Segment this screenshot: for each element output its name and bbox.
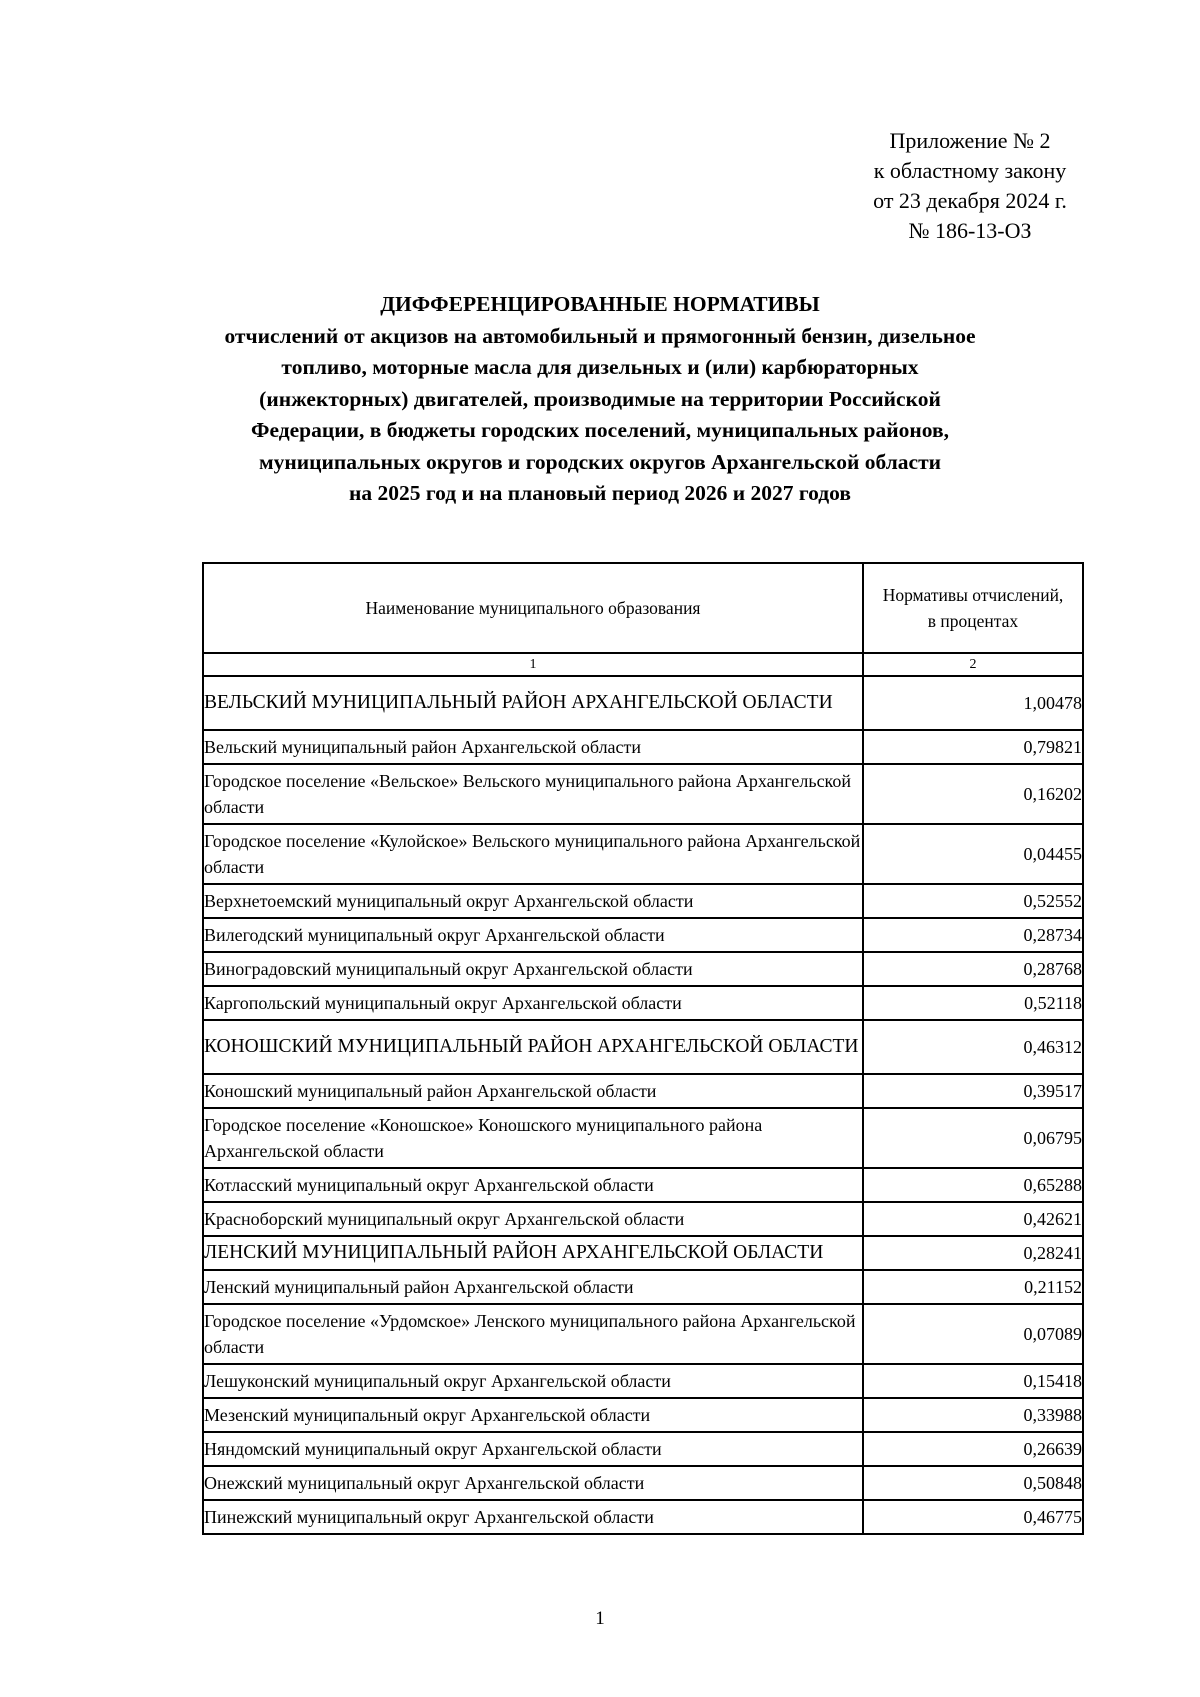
norm-value: 0,39517 (863, 1074, 1083, 1108)
table-row (203, 1270, 1083, 1304)
title-line: на 2025 год и на плановый период 2026 и 2027 годов (349, 481, 851, 505)
norm-value: 0,33988 (863, 1398, 1083, 1432)
norm-value: 0,52118 (863, 986, 1083, 1020)
norm-value: 0,04455 (863, 824, 1083, 884)
norm-value: 0,28768 (863, 952, 1083, 986)
column-number-row (203, 653, 1083, 676)
table-row (203, 1020, 1083, 1074)
municipality-name: КОНОШСКИЙ МУНИЦИПАЛЬНЫЙ РАЙОН АРХАНГЕЛЬСКОЙ ОБЛАСТИ (203, 1020, 863, 1074)
norm-value: 0,26639 (863, 1432, 1083, 1466)
header-name-column: Наименование муниципального образования (203, 563, 863, 653)
table-row (203, 1304, 1083, 1364)
municipality-name: Ленский муниципальный район Архангельской области (203, 1270, 863, 1304)
municipality-name: Вилегодский муниципальный округ Архангельской области (203, 918, 863, 952)
norm-value: 0,28734 (863, 918, 1083, 952)
annex-law-number: № 186-13-ОЗ (908, 218, 1032, 243)
municipality-name: Красноборский муниципальный округ Архангельской области (203, 1202, 863, 1236)
document-title (150, 289, 1050, 510)
norm-value: 0,65288 (863, 1168, 1083, 1202)
header-value-column (863, 563, 1083, 653)
municipality-name: Пинежский муниципальный округ Архангельской области (203, 1500, 863, 1534)
table-row (203, 1398, 1083, 1432)
municipality-name: ВЕЛЬСКИЙ МУНИЦИПАЛЬНЫЙ РАЙОН АРХАНГЕЛЬСКОЙ ОБЛАСТИ (203, 676, 863, 730)
title-line: (инжекторных) двигателей, производимые на территории Российской (259, 386, 941, 411)
municipality-name: Онежский муниципальный округ Архангельской области (203, 1466, 863, 1500)
title-line: ДИФФЕРЕНЦИРОВАННЫЕ НОРМАТИВЫ (380, 292, 820, 316)
table-row (203, 1108, 1083, 1168)
annex-date: от 23 декабря 2024 г. (873, 188, 1067, 213)
municipality-name: Няндомский муниципальный округ Архангельской области (203, 1432, 863, 1466)
norm-value: 0,42621 (863, 1202, 1083, 1236)
norm-value: 0,07089 (863, 1304, 1083, 1364)
norm-value: 0,79821 (863, 730, 1083, 764)
title-line: Федерации, в бюджеты городских поселений, муниципальных районов, (251, 418, 949, 442)
table-row (203, 884, 1083, 918)
annex-law-ref: к областному закону (873, 158, 1067, 183)
norm-value: 0,15418 (863, 1364, 1083, 1398)
table-row (203, 824, 1083, 884)
table-row (203, 918, 1083, 952)
table-row (203, 1432, 1083, 1466)
norm-value: 0,46312 (863, 1020, 1083, 1074)
municipality-name: ЛЕНСКИЙ МУНИЦИПАЛЬНЫЙ РАЙОН АРХАНГЕЛЬСКОЙ ОБЛАСТИ (203, 1236, 863, 1270)
title-line: муниципальных округов и городских округов Архангельской области (258, 449, 942, 474)
column-number: 2 (863, 653, 1083, 676)
municipality-name: Лешуконский муниципальный округ Архангельской области (203, 1364, 863, 1398)
municipality-name: Городское поселение «Коношское» Коношского муниципального района Архангельской области (203, 1108, 863, 1168)
table-row (203, 1466, 1083, 1500)
table-row (203, 1364, 1083, 1398)
table-row (203, 730, 1083, 764)
norm-value: 0,16202 (863, 764, 1083, 824)
norm-value: 0,50848 (863, 1466, 1083, 1500)
municipality-name: Вельский муниципальный район Архангельской области (203, 730, 863, 764)
table-row (203, 1500, 1083, 1534)
title-line: топливо, моторные масла для дизельных и (или) карбюраторных (281, 355, 919, 379)
table-row (203, 764, 1083, 824)
annex-title: Приложение № 2 (889, 128, 1051, 153)
municipality-name: Мезенский муниципальный округ Архангельской области (203, 1398, 863, 1432)
municipality-name: Каргопольский муниципальный округ Архангельской области (203, 986, 863, 1020)
table-header-row (203, 563, 1083, 653)
municipality-name: Городское поселение «Кулойское» Вельского муниципального района Архангельской области (203, 824, 863, 884)
norm-value: 0,46775 (863, 1500, 1083, 1534)
norm-value: 1,00478 (863, 676, 1083, 730)
page-number: 1 (595, 1608, 605, 1629)
table-row (203, 952, 1083, 986)
norms-table (202, 562, 1084, 1535)
norm-value: 0,21152 (863, 1270, 1083, 1304)
header-value-line: Нормативы отчислений, (882, 585, 1064, 605)
annex-block (820, 126, 1120, 246)
column-number: 1 (203, 653, 863, 676)
table-row (203, 1074, 1083, 1108)
norm-value: 0,06795 (863, 1108, 1083, 1168)
municipality-name: Коношский муниципальный район Архангельской области (203, 1074, 863, 1108)
municipality-name: Виноградовский муниципальный округ Архангельской области (203, 952, 863, 986)
municipality-name: Городское поселение «Вельское» Вельского муниципального района Архангельской области (203, 764, 863, 824)
table-row (203, 1236, 1083, 1270)
municipality-name: Городское поселение «Урдомское» Ленского муниципального района Архангельской области (203, 1304, 863, 1364)
table-row (203, 676, 1083, 730)
municipality-name: Верхнетоемский муниципальный округ Архангельской области (203, 884, 863, 918)
title-line: отчислений от акцизов на автомобильный и прямогонный бензин, дизельное (224, 323, 976, 348)
municipality-name: Котласский муниципальный округ Архангельской области (203, 1168, 863, 1202)
norm-value: 0,52552 (863, 884, 1083, 918)
table-row (203, 1202, 1083, 1236)
header-value-line: в процентах (927, 611, 1019, 631)
norm-value: 0,28241 (863, 1236, 1083, 1270)
table-row (203, 1168, 1083, 1202)
table-row (203, 986, 1083, 1020)
